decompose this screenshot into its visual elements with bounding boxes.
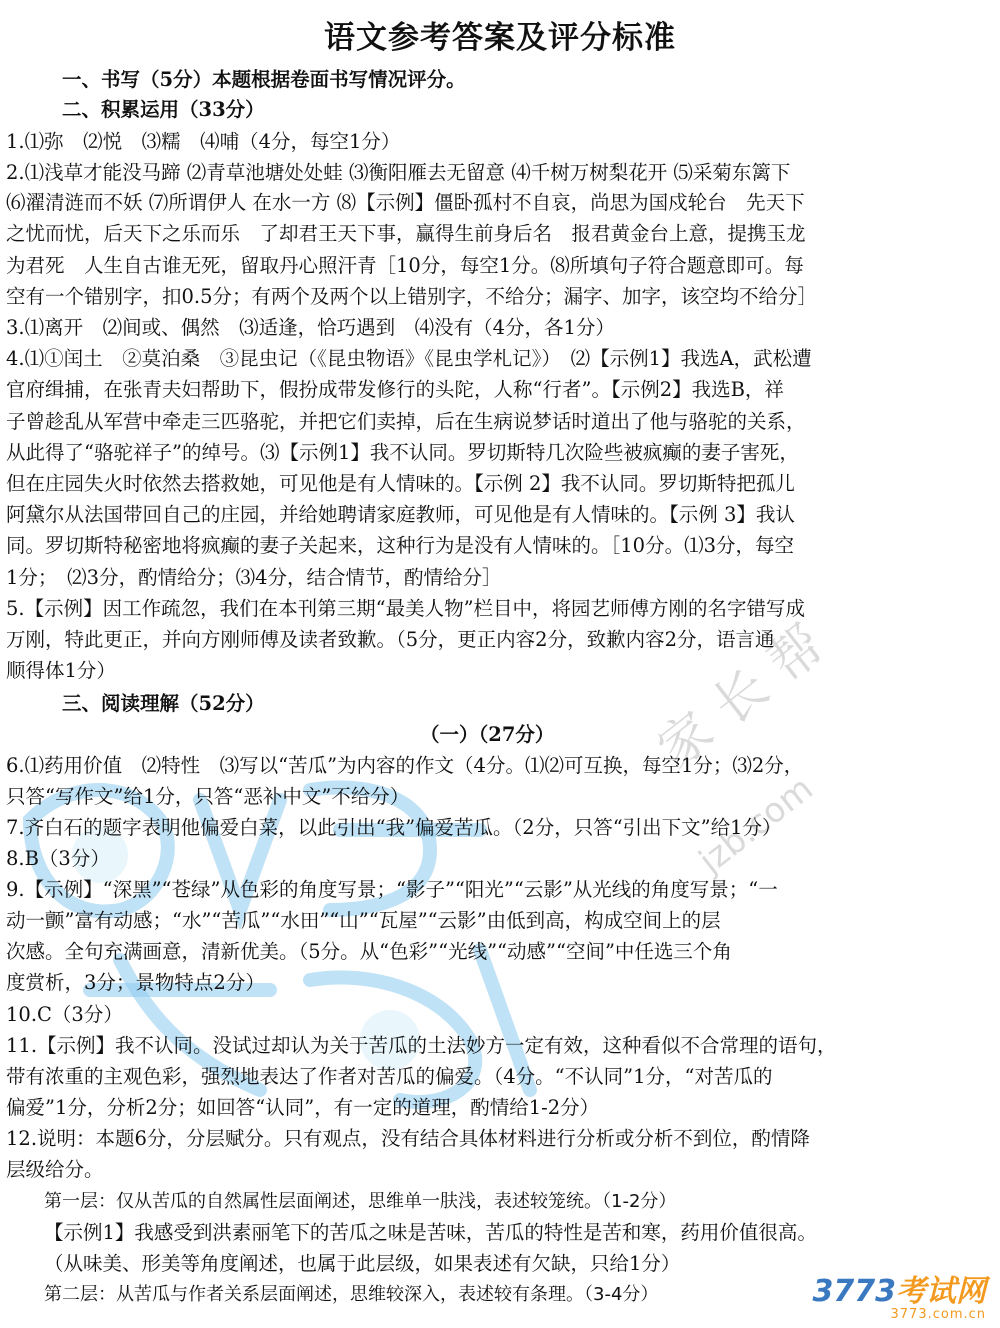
answer-line: 12.说明：本题6分，分层赋分。只有观点，没有结合具体材料进行分析或分析不到位，酌情降 — [6, 1127, 810, 1150]
answer-line: 但在庄园失火时依然去搭救她，可见他是有人情味的。【示例 2】我不认同。罗切斯特把孤儿 — [6, 472, 795, 495]
answer-line: 7.齐白石的题字表明他偏爱白菜，以此引出“我”偏爱苦瓜。（2分，只答“引出下文”给1分） — [6, 816, 782, 839]
answer-line: 只答“写作文”给1分，只答“恶补中文”不给分） — [6, 785, 410, 808]
answer-line: 同。罗切斯特秘密地将疯癫的妻子关起来，这种行为是没有人情味的。［10分。⑴3分，每空 — [6, 534, 794, 557]
example-line: 【示例1】我感受到洪素丽笔下的苦瓜之味是苦味，苦瓜的特性是苦和寒，药用价值很高。 — [44, 1221, 817, 1244]
answer-line: 动一颤”富有动感；“水”“苦瓜”“水田”“山”“瓦屋”“云影”由低到高，构成空间上的层 — [6, 909, 721, 932]
level-two-line: 第二层：从苦瓜与作者关系层面阐述，思维较深入，表述较有条理。（3-4分） — [44, 1284, 659, 1305]
answer-line: 万刚，特此更正，并向方刚师傅及读者致歉。（5分，更正内容2分，致歉内容2分，语言通 — [6, 628, 775, 651]
answer-line: 4.⑴①闰土 ②莫泊桑 ③昆虫记（《昆虫物语》《昆虫学札记》） ⑵【示例1】我选A，武松遭 — [6, 347, 812, 370]
answer-line: 度赏析，3分；景物特点2分） — [6, 971, 265, 994]
answer-line: 6.⑴药用价值 ⑵特性 ⑶写以“苦瓜”为内容的作文（4分。⑴⑵可互换，每空1分；⑶2分， — [6, 754, 804, 777]
answer-line: 8.B（3分） — [6, 847, 110, 870]
logo-url: 3773.com.cn — [890, 1307, 986, 1322]
watermark-jzb-text: 家长帮 — [647, 603, 850, 781]
answer-line: 之忧而忧，后天下之乐而乐 了却君王天下事，赢得生前身后名 报君黄金台上意，提携玉龙 — [6, 222, 806, 245]
level-one-line: 第一层：仅从苦瓜的自然属性层面阐述，思维单一肤浅，表述较笼统。（1-2分） — [44, 1191, 677, 1212]
answer-line: ⑹濯清涟而不妖 ⑺所谓伊人 在水一方 ⑻【示例】僵卧孤村不自哀，尚思为国戍轮台 先天下 — [6, 191, 805, 214]
answer-line: 带有浓重的主观色彩，强烈地表达了作者对苦瓜的偏爱。（4分。“不认同”1分，“对苦瓜的 — [6, 1065, 773, 1088]
answer-line: 子曾趁乱从军营中牵走三匹骆驼，并把它们卖掉，后在生病说梦话时道出了他与骆驼的关系， — [6, 410, 806, 433]
answer-line: 为君死 人生自古谁无死，留取丹心照汗青［10分，每空1分。⑻所填句子符合题意即可。每 — [6, 254, 804, 277]
answer-line: 2.⑴浅草才能没马蹄 ⑵青草池塘处处蛙 ⑶衡阳雁去无留意 ⑷千树万树梨花开 ⑸采菊东篱下 — [6, 161, 791, 184]
answer-line: 10.C（3分） — [6, 1003, 123, 1026]
page-title: 语文参考答案及评分标准 — [324, 20, 676, 56]
section-writing: 一、书写（5分）本题根据卷面书写情况评分。 — [62, 68, 466, 91]
answer-line: 官府缉捕，在张青夫妇帮助下，假扮成带发修行的头陀，人称“行者”。【示例2】我选B，祥 — [6, 378, 784, 401]
answer-line: 顺得体1分） — [6, 659, 116, 682]
answer-line: 1.⑴弥 ⑵悦 ⑶糯 ⑷哺（4分，每空1分） — [6, 130, 401, 153]
answer-line: 3.⑴离开 ⑵间或、偶然 ⑶适逢，恰巧遇到 ⑷没有（4分，各1分） — [6, 316, 615, 339]
section-accumulation: 二、积累运用（33分） — [62, 98, 265, 121]
answer-line: 层级给分。 — [6, 1158, 104, 1181]
watermark-jzb-url: jzb.com — [691, 768, 821, 882]
answer-line: 5.【示例】因工作疏忽，我们在本刊第三期“最美人物”栏目中，将园艺师傅方刚的名字错写成 — [6, 597, 806, 620]
answer-line: 从此得了“骆驼祥子”的绰号。⑶【示例1】我不认同。罗切斯特几次险些被疯癫的妻子害死， — [6, 441, 799, 464]
section-reading: 三、阅读理解（52分） — [62, 692, 265, 715]
answer-line: 9.【示例】“深黑”“苍绿”从色彩的角度写景；“影子”“阳光”“云影”从光线的角度写景；“一 — [6, 878, 778, 901]
logo-brand-text: 考试网 — [896, 1274, 986, 1309]
answer-line: 偏爱”1分，分析2分；如回答“认同”，有一定的道理，酌情给1-2分） — [6, 1096, 600, 1119]
site-logo — [813, 1276, 987, 1322]
answer-line: 次感。全句充满画意，清新优美。（5分。从“色彩”“光线”“动感”“空间”中任选三个角 — [6, 940, 732, 963]
subsection-one: （一）（27分） — [420, 723, 555, 746]
answer-line: 1分； ⑵3分，酌情给分；⑶4分，结合情节，酌情给分］ — [6, 566, 502, 589]
note-line: （从味美、形美等角度阐述，也属于此层级，如果表述有欠缺，只给1分） — [44, 1252, 681, 1275]
logo-brand-number: 3773 — [812, 1274, 896, 1309]
answer-line: 阿黛尔从法国带回自己的庄园，并给她聘请家庭教师，可见他是有人情味的。【示例 3】我认 — [6, 503, 795, 526]
answer-line: 11.【示例】我不认同。没试过却认为关于苦瓜的土法妙方一定有效，这种看似不合常理的语句， — [6, 1034, 837, 1057]
logo-brand — [813, 1276, 987, 1308]
answer-line: 空有一个错别字，扣0.5分；有两个及两个以上错别字，不给分；漏字、加字，该空均不给分］ — [6, 285, 818, 308]
